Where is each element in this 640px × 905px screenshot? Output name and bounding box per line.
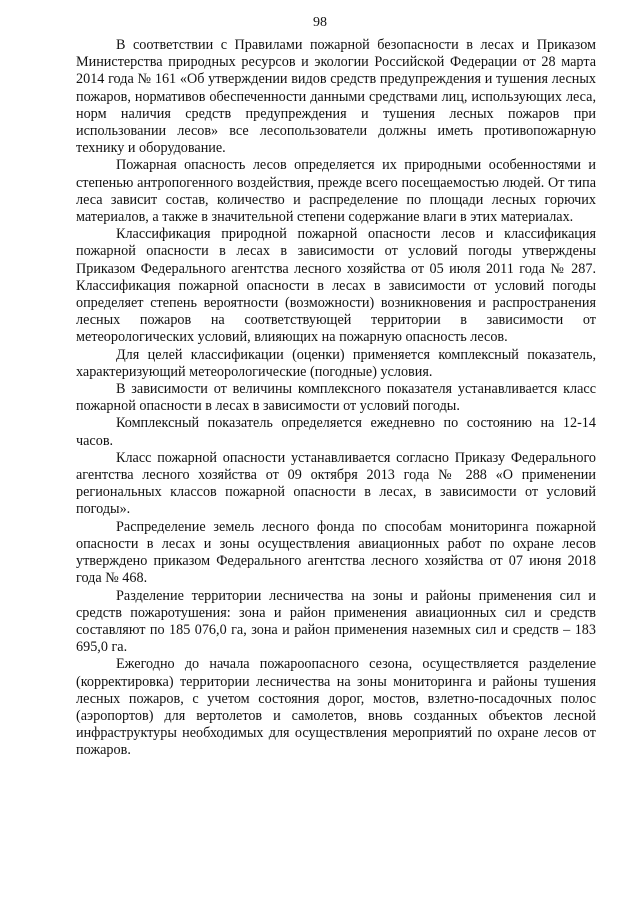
paragraph: В зависимости от величины комплексного показателя устанавливается класс пожарной опасности в лесах в зависимости от условий погоды. bbox=[76, 381, 596, 415]
paragraph: Класс пожарной опасности устанавливается согласно Приказу Федерального агентства лесного хозяйства от 09 октября 2013 года № 288 «О применении региональных классов пожарной опасности в лесах, в зависимости от условий погоды». bbox=[76, 449, 596, 518]
paragraph: Пожарная опасность лесов определяется их природными особенностями и степенью антропогенного воздействия, прежде всего посещаемостью людей. От типа леса зависит состав, количество и распределение по площади лесных горючих материалов, а также в значительной степени содержание влаги в этих материалах. bbox=[76, 157, 596, 226]
document-body bbox=[76, 37, 596, 760]
paragraph: Классификация природной пожарной опасности лесов и классификация пожарной опасности в лесах в зависимости от условий погоды утверждены Приказом Федерального агентства лесного хозяйства от 05 июля 2011 года № 287. Классификация пожарной опасности в лесах в зависимости от условий погоды определяет степень вероятности (возможности) возникновения и распространения лесных пожаров на соответствующей территории в зависимости от метеорологических условий, влияющих на пожарную опасность лесов. bbox=[76, 226, 596, 346]
paragraph: Ежегодно до начала пожароопасного сезона, осуществляется разделение (корректировка) территории лесничества на зоны мониторинга и районы тушения лесных пожаров, с учетом состояния дорог, мостов, взлетно-посадочных полос (аэропортов) для вертолетов и самолетов, вновь созданных объектов лесной инфраструктуры необходимых для осуществления мероприятий по охране лесов от пожаров. bbox=[76, 656, 596, 759]
paragraph: Для целей классификации (оценки) применяется комплексный показатель, характеризующий метеорологические (погодные) условия. bbox=[76, 346, 596, 380]
paragraph: Разделение территории лесничества на зоны и районы применения сил и средств пожаротушения: зона и район применения авиационных сил и средств составляют по 185 076,0 га, зона и район применения наземных сил и средств – 183 695,0 га. bbox=[76, 587, 596, 656]
page-number: 98 bbox=[313, 15, 327, 30]
paragraph: В соответствии с Правилами пожарной безопасности в лесах и Приказом Министерства природных ресурсов и экологии Российской Федерации от 28 марта 2014 года № 161 «Об утверждении видов средств предупреждения и тушения лесных пожаров, нормативов обеспеченности данными средствами лиц, использующих леса, норм наличия средств предупреждения и тушения лесных пожаров при использовании лесов» все лесопользователи должны иметь противопожарную технику и оборудование. bbox=[76, 37, 596, 157]
paragraph: Комплексный показатель определяется ежедневно по состоянию на 12-14 часов. bbox=[76, 415, 596, 449]
paragraph: Распределение земель лесного фонда по способам мониторинга пожарной опасности в лесах и зоны осуществления авиационных работ по охране лесов утверждено приказом Федерального агентства лесного хозяйства от 07 июня 2018 года № 468. bbox=[76, 518, 596, 587]
